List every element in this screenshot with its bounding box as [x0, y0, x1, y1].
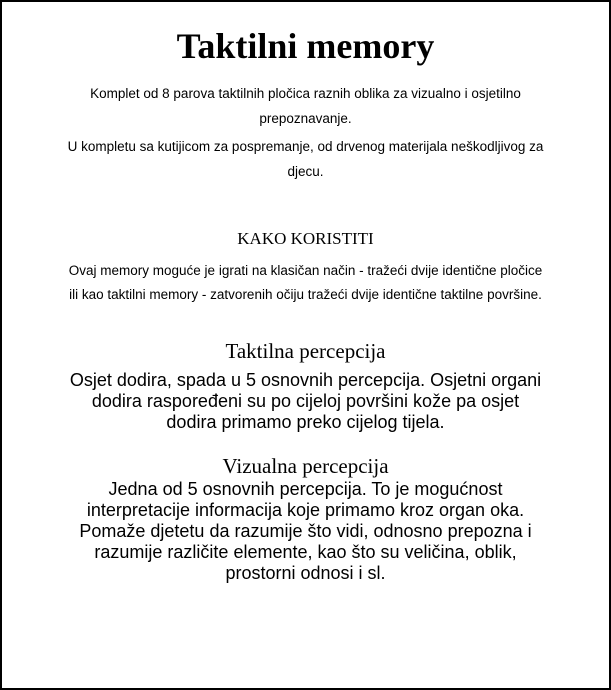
intro-line-3: U kompletu sa kutijicom za pospremanje, od drvenog materijala neškodljivog za	[67, 139, 544, 154]
tactile-line-1: Osjet dodira, spada u 5 osnovnih percepcija. Osjetni organi	[69, 370, 542, 390]
intro-line-4: djecu.	[287, 164, 324, 179]
tactile-line-2: dodira raspoređeni su po cijeloj površini kože pa osjet	[91, 391, 520, 411]
how-to-heading: KAKO KORISTITI	[237, 229, 374, 248]
how-to-line-2: ili kao taktilni memory - zatvorenih očiju tražeći dvije identične taktilne površine.	[69, 287, 542, 302]
tactile-paragraph	[2, 370, 609, 433]
tactile-heading: Taktilna percepcija	[225, 339, 386, 363]
intro-line-1: Komplet od 8 parova taktilnih pločica raznih oblika za vizualno i osjetilno	[90, 86, 521, 101]
visual-line-3: Pomaže djetetu da razumije što vidi, odnosno prepozna i	[79, 521, 532, 541]
how-to-line-1: Ovaj memory moguće je igrati na klasičan način - tražeći dvije identične pločice	[68, 263, 543, 278]
visual-line-5: prostorni odnosi i sl.	[225, 563, 386, 583]
page-title: Taktilni memory	[176, 26, 435, 66]
tactile-line-3: dodira primamo preko cijelog tijela.	[166, 412, 445, 432]
visual-line-4: razumije različite elemente, kao što su veličina, oblik,	[94, 542, 517, 562]
visual-paragraph	[2, 479, 609, 584]
visual-heading: Vizualna percepcija	[222, 454, 389, 478]
visual-line-2: interpretacije informacija koje primamo kroz organ oka.	[86, 500, 525, 520]
intro-line-2: prepoznavanje.	[259, 111, 352, 126]
visual-line-1: Jedna od 5 osnovnih percepcija. To je mogućnost	[108, 479, 503, 499]
